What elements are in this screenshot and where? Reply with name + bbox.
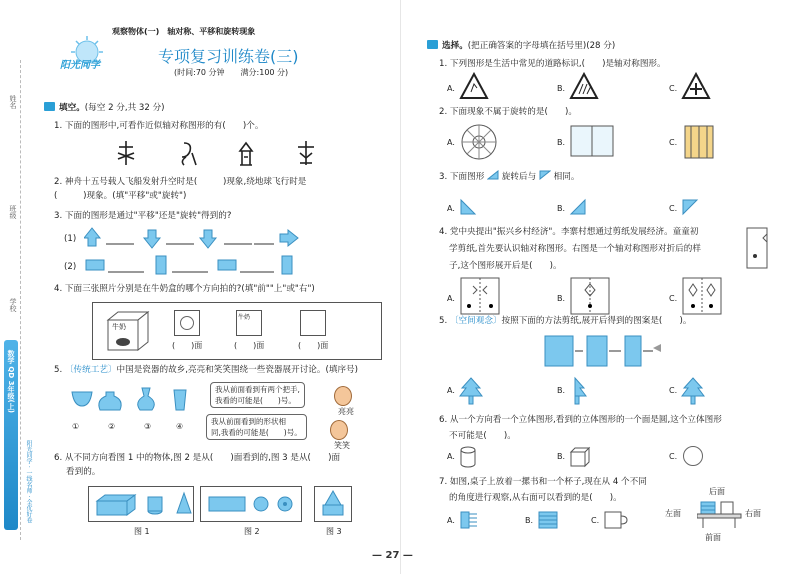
q3-row1-label: (1) bbox=[64, 234, 77, 244]
photo-side-frame bbox=[300, 310, 326, 336]
binding-margin bbox=[0, 0, 36, 574]
section-marker-icon bbox=[427, 40, 438, 49]
sign-pedestrian-icon bbox=[569, 72, 599, 100]
grade-label: 数学 QD 3年级(上) bbox=[7, 350, 15, 413]
q7-choice-line1: 7. 如图,桌子上放着一摞书和一个杯子,现在从 4 个不同 bbox=[439, 477, 647, 487]
view-c-icon bbox=[603, 508, 629, 530]
q4-choice-line1: 4. 党中央提出"振兴乡村经济"。李寨村想通过剪纸发展经济。童童初 bbox=[439, 227, 699, 237]
liangliang-name: 亮亮 bbox=[338, 407, 354, 416]
left-page: 姓名 班级 学校 数学 QD 3年级(上) 阳光同学 · 一线名师 · 全优好卷 观察物体(一) 轴对称、平移和旋转现象 阳光同学 专项复习训练卷(三) (时间:70 分钟 满分:100 分) 填空。(每空 2 分,共 32 分) 1. 下面的图形中,可看作近似轴对称图形的有( )个。 2. 神舟十五号载人飞船发射升空时是( )现象,绕地球飞行时是 ( )现象。(填"平移"或"旋转") 3. 下面的图形是通过"平移"还是"旋转"得到的? (1) (2) 4. 下面三张照片分别是在牛奶盒的哪个方向拍的?(填"前""上"或"右") 牛奶 牛奶 ( )面 ( )面 ( )面 5. 〔传统工艺〕中国是瓷器的故乡,亮亮和笑笑围绕一些瓷器展开讨论。(填序号) ① ② ③ ④ 我从前面看到有两个把手, 我看的可能是( )号。 我从前面看到的形状相 同,我看的可能是( )号。 亮亮 笑笑 6. 从不同方向看图 1 中的物体,图 2 是从( )面看到的,图 3 是从( )面 看到的。 图 1 图 2 图 3 bbox=[0, 0, 400, 574]
section-marker-icon bbox=[44, 102, 55, 111]
bowl-icon bbox=[72, 392, 92, 406]
fig2-view-icon bbox=[201, 487, 301, 521]
triangle-c-icon bbox=[681, 198, 701, 216]
cup-icon bbox=[174, 390, 186, 410]
char-3-icon bbox=[240, 143, 252, 165]
folded-paper-icon bbox=[745, 226, 771, 270]
page-number: — 27 — bbox=[372, 550, 413, 561]
q6-choice-line1: 6. 从一个方向看一个立体图形,看到的立体图形的一个面是圆,这个立体图形 bbox=[439, 415, 722, 425]
table-scene-icon bbox=[697, 496, 743, 530]
q3-text: 3. 下面的图形是通过"平移"还是"旋转"得到的? bbox=[54, 211, 232, 221]
xiaoxiao-name: 笑笑 bbox=[334, 441, 350, 450]
paper-cut-steps bbox=[541, 332, 671, 372]
photo-top-frame bbox=[174, 310, 200, 336]
sphere-icon bbox=[683, 446, 703, 466]
section-choice-title: 选择。(把正确答案的字母填在括号里)(28 分) bbox=[427, 40, 615, 53]
tree-b-icon bbox=[569, 376, 593, 406]
milk-box-label: 牛奶 bbox=[112, 323, 126, 331]
logo bbox=[52, 34, 122, 74]
class-label: 班级 bbox=[9, 205, 17, 219]
cut-line bbox=[20, 60, 21, 540]
vase-row bbox=[68, 384, 198, 418]
time-note: (时间:70 分钟 满分:100 分) bbox=[174, 68, 289, 77]
photo-front-frame: 牛奶 bbox=[236, 310, 262, 336]
right-page: 选择。(把正确答案的字母填在括号里)(28 分) 1. 下列图形是生活中常见的道路标识,( )是轴对称图形。 A. B. C. 2. 下面现象不属于旋转的是( )。 A. B. C. 3. 下面图形 旋转后与 相同。 A. B. C. 4. 党中央提出"振兴乡村经济"。李寨村想通过剪纸发展经济。童童初 学剪纸,首先要认识轴对称图形。右图是一个轴对称图形对折后的样 子,这个图形展开后是( )。 A. B. C. 5. 〔空间观念〕按照下面的方法剪纸,展开后得到的图案是( )。 A. B. C. 6. 从一个方向看一个立体图形,看到的立体图形的一个面是圆,这个立体图形 不可能是( )。 A. B. C. 7. 如图,桌子上放着一摞书和一个杯子,现在从 4 个不同 的角度进行观察,从右面可以看到的是( )。 A. B. C. 后面 左面 右面 前面 bbox=[400, 0, 800, 574]
fig1-frame bbox=[88, 486, 194, 522]
logo-text: 阳光同学 bbox=[60, 60, 100, 71]
q4-text: 4. 下面三张照片分别是在牛奶盒的哪个方向拍的?(填"前""上"或"右") bbox=[54, 284, 315, 294]
topic-line: 观察物体(一) 轴对称、平移和旋转现象 bbox=[112, 27, 256, 36]
brand-label: 阳光同学 · 一线名师 · 全优好卷 bbox=[25, 440, 32, 524]
q6-line1: 6. 从不同方向看图 1 中的物体,图 2 是从( )面看到的,图 3 是从( )面 bbox=[54, 453, 341, 463]
q1-choice-text: 1. 下列图形是生活中常见的道路标识,( )是轴对称图形。 bbox=[439, 59, 666, 69]
q6-choice-line2: 不可能是( )。 bbox=[449, 431, 516, 441]
unfolded-a-icon bbox=[459, 276, 501, 316]
xiaoxiao-avatar bbox=[330, 420, 348, 440]
page-title: 专项复习训练卷(三) bbox=[158, 47, 299, 66]
tree-c-icon bbox=[681, 376, 705, 406]
unfolded-c-icon bbox=[681, 276, 723, 316]
small-triangle-icon bbox=[487, 170, 499, 180]
cylinder-icon bbox=[459, 446, 477, 468]
q5-text: 5. 〔传统工艺〕中国是瓷器的故乡,亮亮和笑笑围绕一些瓷器展开讨论。(填序号) bbox=[54, 365, 358, 375]
q3-row1-figures bbox=[84, 226, 304, 250]
revolving-door-icon bbox=[681, 122, 717, 160]
ancient-characters bbox=[116, 139, 336, 167]
char-2-icon bbox=[182, 143, 196, 165]
wheel-icon bbox=[459, 122, 499, 162]
liangliang-avatar bbox=[334, 386, 352, 406]
q3-row2-label: (2) bbox=[64, 262, 77, 272]
circle-view-icon bbox=[180, 316, 194, 330]
speech-bubble-xiaoxiao: 我从前面看到的形状相 同,我看的可能是( )号。 bbox=[206, 414, 307, 440]
sign-turn-icon bbox=[459, 72, 489, 100]
unfolded-b-icon bbox=[569, 276, 611, 316]
sliding-window-icon bbox=[569, 124, 615, 158]
vase-two-handle-icon bbox=[99, 392, 121, 410]
fig3-caption: 图 3 bbox=[326, 527, 342, 536]
fig1-caption: 图 1 bbox=[134, 527, 150, 536]
view-a-icon bbox=[459, 508, 481, 530]
dir-back: 后面 bbox=[709, 487, 725, 496]
view-b-icon bbox=[537, 508, 559, 530]
dir-front: 前面 bbox=[705, 533, 721, 542]
q7-choice-line2: 的角度进行观察,从右面可以看到的是( )。 bbox=[449, 493, 622, 503]
dir-left: 左面 bbox=[665, 509, 681, 518]
triangle-b-icon bbox=[569, 198, 589, 216]
q4-choice-line2: 学剪纸,首先要认识轴对称图形。右图是一个轴对称图形对折后的样 bbox=[449, 244, 701, 254]
q1-text: 1. 下面的图形中,可看作近似轴对称图形的有( )个。 bbox=[54, 121, 264, 131]
q2-choice-text: 2. 下面现象不属于旋转的是( )。 bbox=[439, 107, 577, 117]
triangle-a-icon bbox=[459, 198, 479, 216]
q6-line2: 看到的。 bbox=[66, 467, 101, 477]
fig2-frame bbox=[200, 486, 302, 522]
dir-right: 右面 bbox=[745, 509, 761, 518]
speech-bubble-liangliang: 我从前面看到有两个把手, 我看的可能是( )号。 bbox=[210, 382, 305, 408]
char-4-icon bbox=[298, 141, 314, 165]
fig3-view-icon bbox=[315, 487, 351, 521]
q4-choice-line3: 子,这个图形展开后是( )。 bbox=[449, 261, 562, 271]
vase-round-icon bbox=[138, 388, 155, 410]
section-fill-title: 填空。(每空 2 分,共 32 分) bbox=[44, 102, 165, 115]
char-1-icon bbox=[118, 141, 134, 165]
fig1-solids-icon bbox=[89, 487, 193, 521]
q2-line1: 2. 神舟十五号载人飞船发射升空时是( )现象,绕地球飞行时是 bbox=[54, 177, 307, 187]
sign-cross-icon bbox=[681, 72, 711, 100]
school-label: 学校 bbox=[9, 298, 17, 312]
q3-choice-text: 3. 下面图形 旋转后与 相同。 bbox=[439, 172, 580, 182]
fig2-caption: 图 2 bbox=[244, 527, 260, 536]
q2-line2: ( )现象。(填"平移"或"旋转") bbox=[54, 191, 187, 201]
target-triangle-icon bbox=[539, 170, 551, 180]
name-label: 姓名 bbox=[9, 95, 17, 109]
fig3-frame bbox=[314, 486, 352, 522]
q3-row2-figures bbox=[84, 254, 304, 278]
scissors-icon bbox=[653, 344, 661, 352]
tree-a-icon bbox=[459, 376, 483, 406]
q5-choice-text: 5. 〔空间观念〕按照下面的方法剪纸,展开后得到的图案是( )。 bbox=[439, 316, 692, 326]
cube-icon bbox=[569, 446, 591, 468]
